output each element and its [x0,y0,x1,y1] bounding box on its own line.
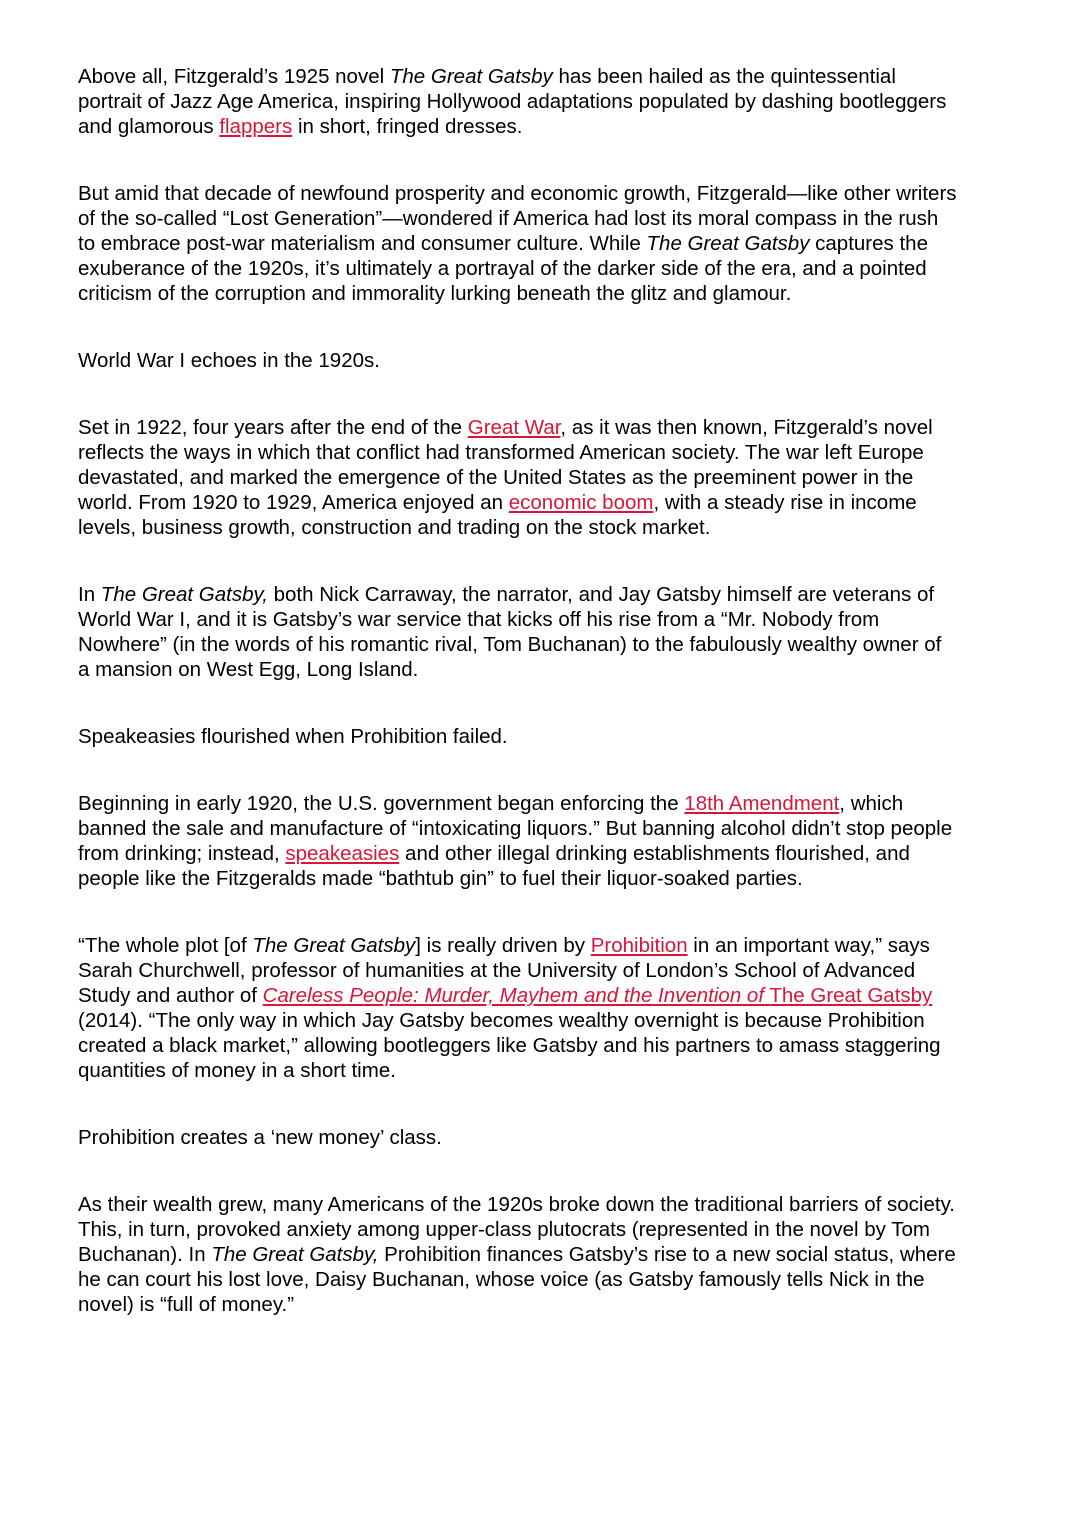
link-prohibition[interactable]: Prohibition [590,934,688,957]
text: But amid that decade of newfound prosperity and economic growth, Fitzgerald—like other writers of the so-called “Lost Generation”—wondered if America had lost its moral compass in the rush to embrace post-war materialism and consumer culture. While [78,182,957,255]
link-text-italic: Careless People: Murder, Mayhem and the Invention of [262,984,765,1007]
paragraph-intro [78,64,958,139]
paragraph-lost-generation [78,181,958,306]
section-heading-speakeasies: Speakeasies flourished when Prohibition failed. [78,725,508,748]
text: As their wealth grew, many Americans of the 1920s broke down the traditional barriers of society. This, in turn, provoked anxiety among upper-class plutocrats (represented in the novel by Tom Buchanan). In [78,1193,956,1266]
link-speakeasies[interactable]: speakeasies [285,842,400,865]
text: “The whole plot [of [78,934,253,957]
document-page [78,64,958,1359]
text: both Nick Carraway, the narrator, and Jay Gatsby himself are veterans of World War I, and it is Gatsby’s war service that kicks off his rise from a “Mr. Nobody from Nowhere” (in the words of his romantic rival, Tom Buchanan) to the fabulously wealthy owner of a mansion on West Egg, Long Island. [78,583,942,681]
text: ] is really driven by [415,934,591,957]
book-title: The Great Gatsby, [211,1243,379,1266]
text: in an important way,” says Sarah Churchwell, professor of humanities at the University of London’s School of Advanced Study and author of [78,934,930,1007]
link-text: The Great Gatsby [769,984,933,1007]
paragraph-churchwell-quote [78,933,958,1083]
text: , as it was then known, Fitzgerald’s novel reflects the ways in which that conflict had transformed American society. The war left Europe devastated, and marked the emergence of the United States as the preeminent power in the world. From 1920 to 1929, America enjoyed an [78,416,933,514]
text: and other illegal drinking establishments flourished, and people like the Fitzgeralds made “bathtub gin” to fuel their liquor-soaked parties. [78,842,910,890]
text: Beginning in early 1920, the U.S. government began enforcing the [78,792,685,815]
book-title: The Great Gatsby [389,65,553,88]
link-careless-people[interactable] [263,984,933,1007]
book-title: The Great Gatsby [252,934,416,957]
text: Prohibition finances Gatsby’s rise to a new social status, where he can court his lost love, Daisy Buchanan, whose voice (as Gatsby famously tells Nick in the novel) is “full of money.” [78,1243,956,1316]
text: captures the exuberance of the 1920s, it’s ultimately a portrayal of the darker side of the era, and a pointed criticism of the corruption and immorality lurking beneath the glitz and glamour. [78,232,928,305]
text: , which banned the sale and manufacture of “intoxicating liquors.” But banning alcohol didn’t stop people from drinking; instead, [78,792,953,865]
text: Set in 1922, four years after the end of the [78,416,468,439]
book-title: The Great Gatsby [646,232,810,255]
link-economic-boom[interactable]: economic boom [508,491,654,514]
text: In [78,583,101,606]
paragraph-veterans [78,582,958,682]
book-title: The Great Gatsby, [100,583,268,606]
link-flappers[interactable]: flappers [219,115,293,138]
link-18th-amendment[interactable]: 18th Amendment [684,792,840,815]
text: Above all, Fitzgerald’s 1925 novel [78,65,390,88]
section-heading-new-money: Prohibition creates a ‘new money’ class. [78,1126,442,1149]
text: has been hailed as the quintessential portrait of Jazz Age America, inspiring Hollywood adaptations populated by dashing bootleggers and glamorous [78,65,947,138]
paragraph-new-money [78,1192,958,1317]
text: , with a steady rise in income levels, business growth, construction and trading on the stock market. [78,491,917,539]
text: (2014). “The only way in which Jay Gatsby becomes wealthy overnight is because Prohibition created a black market,” allowing bootleggers like Gatsby and his partners to amass staggering quantities of money in a short time. [78,1009,941,1082]
section-heading-world-war: World War I echoes in the 1920s. [78,349,380,372]
text: in short, fringed dresses. [292,115,523,138]
link-great-war[interactable]: Great War [467,416,561,439]
paragraph-great-war [78,415,958,540]
paragraph-prohibition [78,791,958,891]
